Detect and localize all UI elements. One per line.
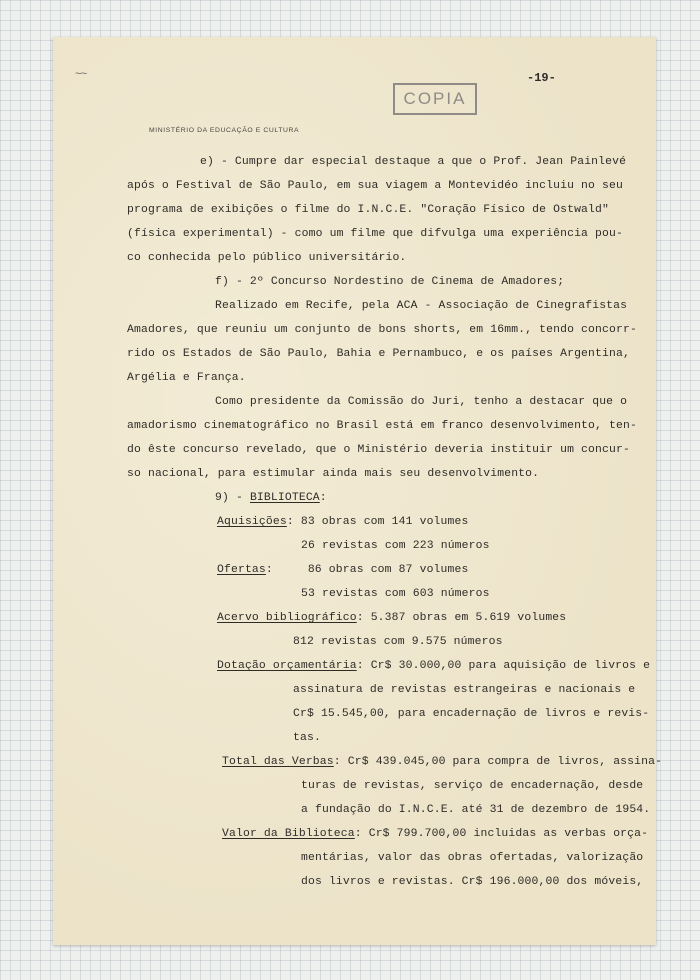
document-page <box>53 37 663 945</box>
acervo-row-2: 812 revistas com 9.575 números <box>293 636 503 648</box>
paragraph-jury-line: Como presidente da Comissão do Juri, tenho a destacar que o <box>215 396 628 408</box>
section-title: BIBLIOTECA <box>249 492 320 504</box>
paragraph-f-line: Realizado em Recife, pela ACA - Associação de Cinegrafistas <box>215 300 628 312</box>
paragraph-f-line: Amadores, que reuniu um conjunto de bons shorts, em 16mm., tendo concorr- <box>127 324 637 336</box>
dotacao-row-3: Cr$ 15.545,00, para encadernação de livros e revis- <box>293 708 650 720</box>
dotacao-row-4: tas. <box>293 732 321 744</box>
paragraph-jury-line: do êste concurso revelado, que o Ministério deveria instituir um concur- <box>127 444 630 456</box>
paragraph-e-line: após o Festival de São Paulo, em sua viagem a Montevidéo incluiu no seu <box>127 180 623 192</box>
ofertas-label: Ofertas <box>217 564 266 576</box>
dotacao-row-2: assinatura de revistas estrangeiras e nacionais e <box>293 684 636 696</box>
valor-biblioteca-row-3: dos livros e revistas. Cr$ 196.000,00 dos móveis, <box>301 876 644 888</box>
valor-biblioteca-row-2: mentárias, valor das obras ofertadas, valorização <box>301 852 644 864</box>
paragraph-e-line: programa de exibições o filme do I.N.C.E. "Coração Físico de Ostwald" <box>127 204 609 216</box>
corner-mark: ~~ <box>75 69 87 81</box>
ofertas-row: Ofertas: 86 obras com 87 volumes <box>217 564 469 576</box>
aquisicoes-row-2: 26 revistas com 223 números <box>301 540 490 552</box>
section-biblioteca-heading: 9) - BIBLIOTECA: <box>215 492 327 504</box>
total-verbas-row-2: turas de revistas, serviço de encadernação, desde <box>301 780 644 792</box>
paragraph-jury-line: so nacional, para estimular ainda mais seu desenvolvimento. <box>127 468 540 480</box>
paragraph-f-line: Argélia e França. <box>127 372 246 384</box>
acervo-row: Acervo bibliográfico: 5.387 obras em 5.619 volumes <box>217 612 567 624</box>
aquisicoes-label: Aquisições <box>217 516 287 528</box>
section-f-heading: f) - 2º Concurso Nordestino de Cinema de Amadores; <box>215 276 565 288</box>
total-verbas-row-3: a fundação do I.N.C.E. até 31 de dezembro de 1954. <box>301 804 651 816</box>
acervo-label: Acervo bibliográfico <box>217 612 357 624</box>
paragraph-f-line: rido os Estados de São Paulo, Bahia e Pernambuco, e os países Argentina, <box>127 348 630 360</box>
paragraph-e-line: (física experimental) - como um filme que difvulga uma experiência pou- <box>127 228 623 240</box>
total-verbas-label: Total das Verbas <box>222 756 334 768</box>
dotacao-row: Dotação orçamentária: Cr$ 30.000,00 para aquisição de livros e <box>217 660 651 672</box>
page-number: -19- <box>527 71 556 85</box>
aquisicoes-row: Aquisições: 83 obras com 141 volumes <box>217 516 469 528</box>
section-number: 9) - <box>215 492 250 504</box>
valor-biblioteca-label: Valor da Biblioteca <box>222 828 355 840</box>
copia-stamp: COPIA <box>393 83 477 115</box>
dotacao-label: Dotação orçamentária <box>217 660 357 672</box>
total-verbas-row: Total das Verbas: Cr$ 439.045,00 para compra de livros, assina- <box>222 756 663 768</box>
ofertas-row-2: 53 revistas com 603 números <box>301 588 490 600</box>
paragraph-e-line: e) - Cumpre dar especial destaque a que o Prof. Jean Painlevé <box>200 156 627 168</box>
valor-biblioteca-row: Valor da Biblioteca: Cr$ 799.700,00 incluidas as verbas orça- <box>222 828 649 840</box>
paragraph-e-line: co conhecida pelo público universitário. <box>127 252 407 264</box>
paragraph-jury-line: amadorismo cinematográfico no Brasil está em franco desenvolvimento, ten- <box>127 420 637 432</box>
ministry-header: MINISTÉRIO DA EDUCAÇÃO E CULTURA <box>149 127 300 134</box>
